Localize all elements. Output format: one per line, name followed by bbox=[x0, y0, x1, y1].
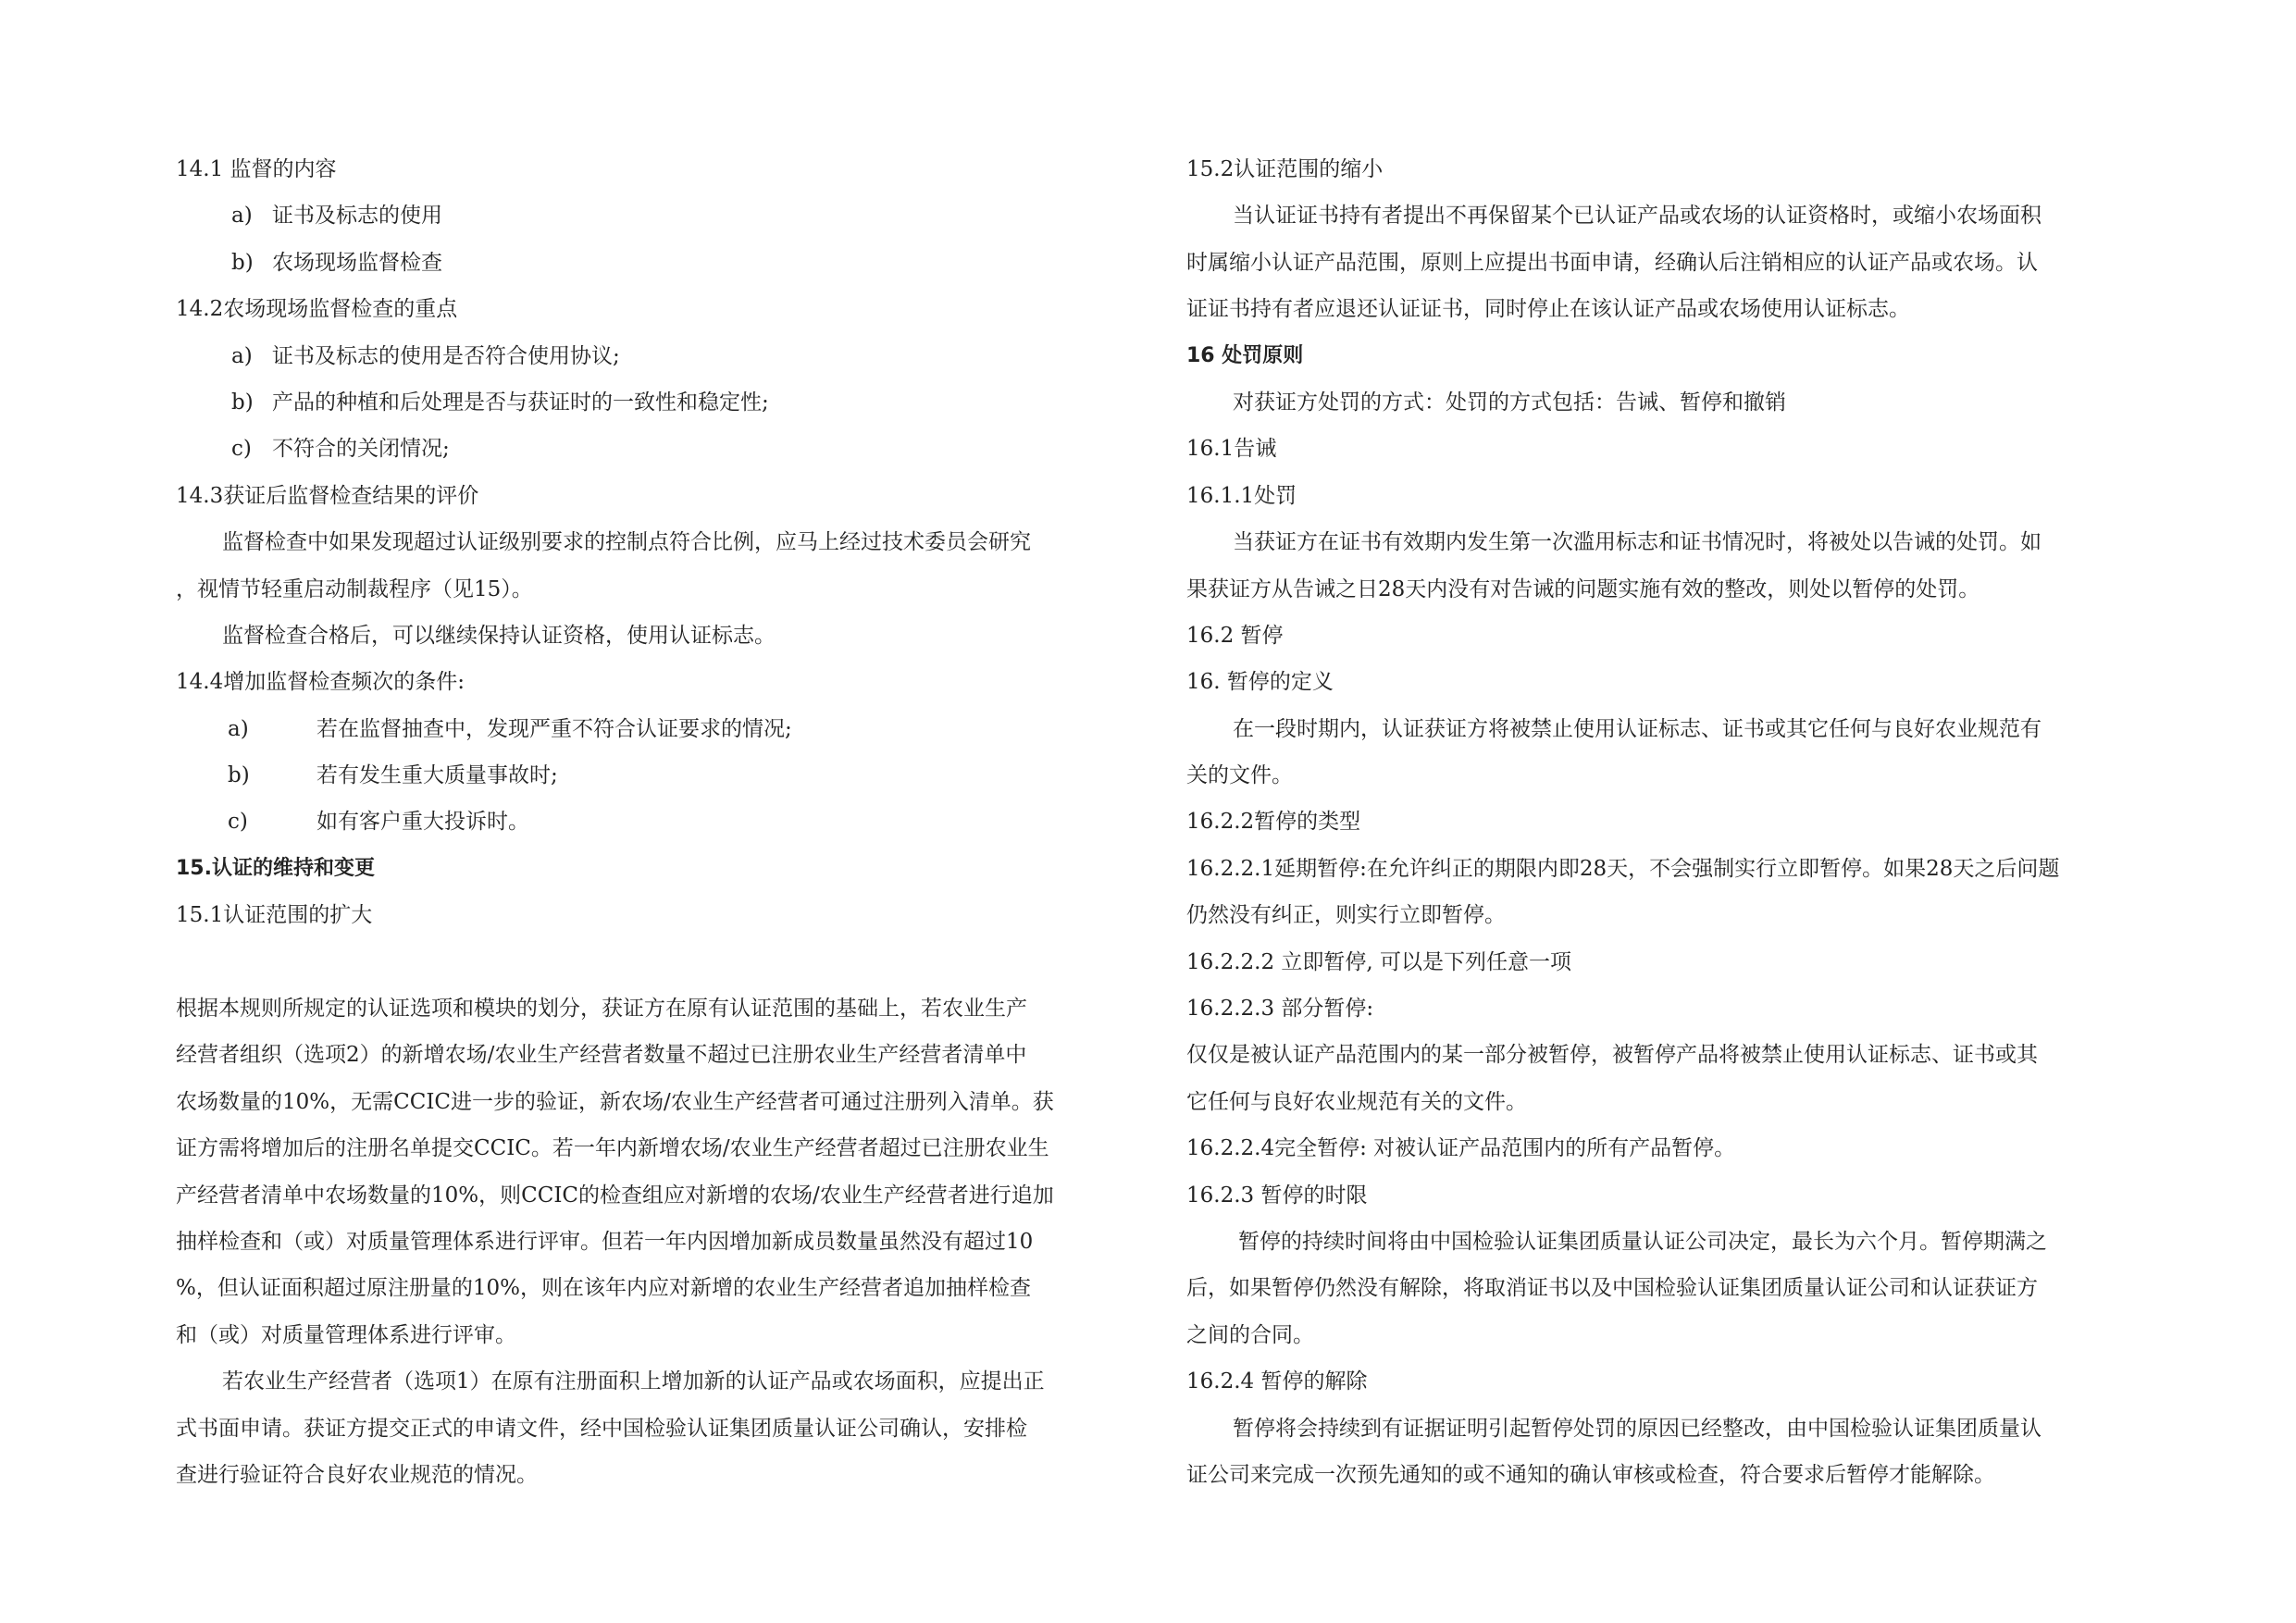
paragraph-line: 若农业生产经营者（选项1）在原有注册面积上增加新的认证产品或农场面积，应提出正 bbox=[222, 1369, 1045, 1394]
section-heading-16: 16 处罚原则 bbox=[1186, 343, 1304, 367]
paragraph-line: 当获证方在证书有效期内发生第一次滥用标志和证书情况时，将被处以告诫的处罚。如 bbox=[1233, 530, 2042, 555]
paragraph-line: 后，如果暂停仍然没有解除，将取消证书以及中国检验认证集团质量认证公司和认证获证方 bbox=[1186, 1276, 2038, 1301]
section-heading-16-1: 16.1告诫 bbox=[1186, 437, 1277, 462]
paragraph-line: 仅仅是被认证产品范围内的某一部分被暂停，被暂停产品将被禁止使用认证标志、证书或其 bbox=[1186, 1043, 2038, 1068]
paragraph-line: 时属缩小认证产品范围，原则上应提出书面申请，经确认后注销相应的认证产品或农场。认 bbox=[1186, 250, 2038, 275]
paragraph-line: 果获证方从告诫之日28天内没有对告诫的问题实施有效的整改，则处以暂停的处罚。 bbox=[1186, 576, 1980, 601]
list-item-text: 若在监督抽查中，发现严重不符合认证要求的情况; bbox=[316, 716, 792, 741]
list-marker: b) bbox=[231, 250, 254, 275]
paragraph-line: 证方需将增加后的注册名单提交CCIC。若一年内新增农场/农业生产经营者超过已注册农业生 bbox=[176, 1136, 1049, 1161]
section-heading-14-4: 14.4增加监督检查频次的条件: bbox=[176, 670, 465, 695]
section-heading-14-1: 14.1 监督的内容 bbox=[176, 157, 337, 181]
paragraph-line: 监督检查合格后，可以继续保持认证资格，使用认证标志。 bbox=[222, 623, 776, 648]
paragraph-line: 16.2.2.3 部分暂停: bbox=[1186, 997, 1374, 1022]
paragraph-line: 16.2.2.1延期暂停:在允许纠正的期限内即28天，不会强制实行立即暂停。如果28天之后问题 bbox=[1186, 856, 2060, 881]
paragraph-line: 监督检查中如果发现超过认证级别要求的控制点符合比例，应马上经过技术委员会研究 bbox=[222, 530, 1031, 555]
list-item bbox=[176, 706, 1138, 752]
paragraph-line: 关的文件。 bbox=[1186, 763, 1293, 788]
list-marker: a) bbox=[228, 716, 249, 741]
list-item-text: 如有客户重大投诉时。 bbox=[316, 810, 529, 835]
paragraph-line: 根据本规则所规定的认证选项和模块的划分，获证方在原有认证范围的基础上，若农业生产 bbox=[176, 997, 1027, 1022]
section-heading-16-2-2: 16.2.2暂停的类型 bbox=[1186, 810, 1361, 835]
paragraph-line: 式书面申请。获证方提交正式的申请文件，经中国检验认证集团质量认证公司确认，安排检 bbox=[176, 1416, 1027, 1441]
list-item bbox=[176, 240, 1138, 286]
paragraph-line: 对获证方处罚的方式：处罚的方式包括：告诫、暂停和撤销 bbox=[1233, 390, 1786, 415]
section-heading-14-2: 14.2农场现场监督检查的重点 bbox=[176, 297, 458, 322]
paragraph-line: 在一段时期内，认证获证方将被禁止使用认证标志、证书或其它任何与良好农业规范有 bbox=[1233, 716, 2042, 741]
section-heading-16-definition: 16. 暂停的定义 bbox=[1186, 670, 1334, 695]
section-heading-14-3: 14.3获证后监督检查结果的评价 bbox=[176, 483, 479, 508]
list-marker: a) bbox=[231, 343, 253, 368]
paragraph-line: 之间的合同。 bbox=[1186, 1322, 1314, 1347]
paragraph-line: 仍然没有纠正，则实行立即暂停。 bbox=[1186, 903, 1506, 928]
paragraph-line: 和（或）对质量管理体系进行评审。 bbox=[176, 1322, 516, 1347]
list-item bbox=[176, 333, 1138, 379]
section-heading-15: 15.认证的维持和变更 bbox=[176, 856, 375, 880]
list-item-text: 证书及标志的使用是否符合使用协议; bbox=[272, 343, 620, 368]
paragraph-line: 农场数量的10%，无需CCIC进一步的验证，新农场/农业生产经营者可通过注册列入清单。获 bbox=[176, 1089, 1054, 1114]
list-item-text: 不符合的关闭情况; bbox=[272, 437, 450, 462]
list-item-text: 若有发生重大质量事故时; bbox=[316, 763, 558, 788]
paragraph-line: 经营者组织（选项2）的新增农场/农业生产经营者数量不超过已注册农业生产经营者清单中 bbox=[176, 1043, 1027, 1068]
section-heading-16-2-4: 16.2.4 暂停的解除 bbox=[1186, 1369, 1368, 1394]
paragraph-line: 证证书持有者应退还认证证书，同时停止在该认证产品或农场使用认证标志。 bbox=[1186, 297, 1910, 322]
list-item-text: 产品的种植和后处理是否与获证时的一致性和稳定性; bbox=[272, 390, 769, 415]
paragraph-line: 16.2.2.2 立即暂停, 可以是下列任意一项 bbox=[1186, 949, 1572, 974]
list-marker: c) bbox=[228, 810, 248, 835]
paragraph-line: 暂停将会持续到有证据证明引起暂停处罚的原因已经整改，由中国检验认证集团质量认 bbox=[1233, 1416, 2042, 1441]
right-column bbox=[1186, 146, 2140, 1498]
list-item bbox=[176, 426, 1138, 472]
list-marker: c) bbox=[231, 437, 252, 462]
paragraph-line: 查进行验证符合良好农业规范的情况。 bbox=[176, 1462, 538, 1487]
paragraph-line: %，但认证面积超过原注册量的10%，则在该年内应对新增的农业生产经营者追加抽样检查 bbox=[176, 1276, 1031, 1301]
list-marker: b) bbox=[228, 763, 250, 788]
list-item bbox=[176, 192, 1138, 239]
list-item bbox=[176, 799, 1138, 845]
list-marker: a) bbox=[231, 204, 253, 229]
section-heading-16-2: 16.2 暂停 bbox=[1186, 623, 1284, 648]
section-heading-15-1: 15.1认证范围的扩大 bbox=[176, 903, 373, 928]
paragraph-line: 暂停的持续时间将由中国检验认证集团质量认证公司决定，最长为六个月。暂停期满之 bbox=[1238, 1229, 2047, 1254]
section-heading-15-2: 15.2认证范围的缩小 bbox=[1186, 157, 1384, 181]
paragraph-line: 产经营者清单中农场数量的10%，则CCIC的检查组应对新增的农场/农业生产经营者进行追加 bbox=[176, 1183, 1054, 1208]
paragraph-line: 证公司来完成一次预先通知的或不通知的确认审核或检查，符合要求后暂停才能解除。 bbox=[1186, 1462, 1995, 1487]
paragraph-line: 它任何与良好农业规范有关的文件。 bbox=[1186, 1089, 1527, 1114]
list-item-text: 证书及标志的使用 bbox=[272, 204, 442, 229]
list-item bbox=[176, 752, 1138, 799]
left-column bbox=[176, 146, 1138, 1498]
paragraph-line: 当认证证书持有者提出不再保留某个已认证产品或农场的认证资格时，或缩小农场面积 bbox=[1233, 204, 2042, 229]
blank-line bbox=[176, 939, 1138, 985]
paragraph-line: ，视情节轻重启动制裁程序（见15）。 bbox=[176, 576, 533, 601]
paragraph-line: 抽样检查和（或）对质量管理体系进行评审。但若一年内因增加新成员数量虽然没有超过10 bbox=[176, 1229, 1034, 1254]
list-item bbox=[176, 379, 1138, 426]
list-item-text: 农场现场监督检查 bbox=[272, 250, 442, 275]
section-heading-16-2-3: 16.2.3 暂停的时限 bbox=[1186, 1183, 1368, 1208]
section-heading-16-1-1: 16.1.1处罚 bbox=[1186, 483, 1297, 508]
list-marker: b) bbox=[231, 390, 254, 415]
paragraph-line: 16.2.2.4完全暂停: 对被认证产品范围内的所有产品暂停。 bbox=[1186, 1136, 1736, 1161]
